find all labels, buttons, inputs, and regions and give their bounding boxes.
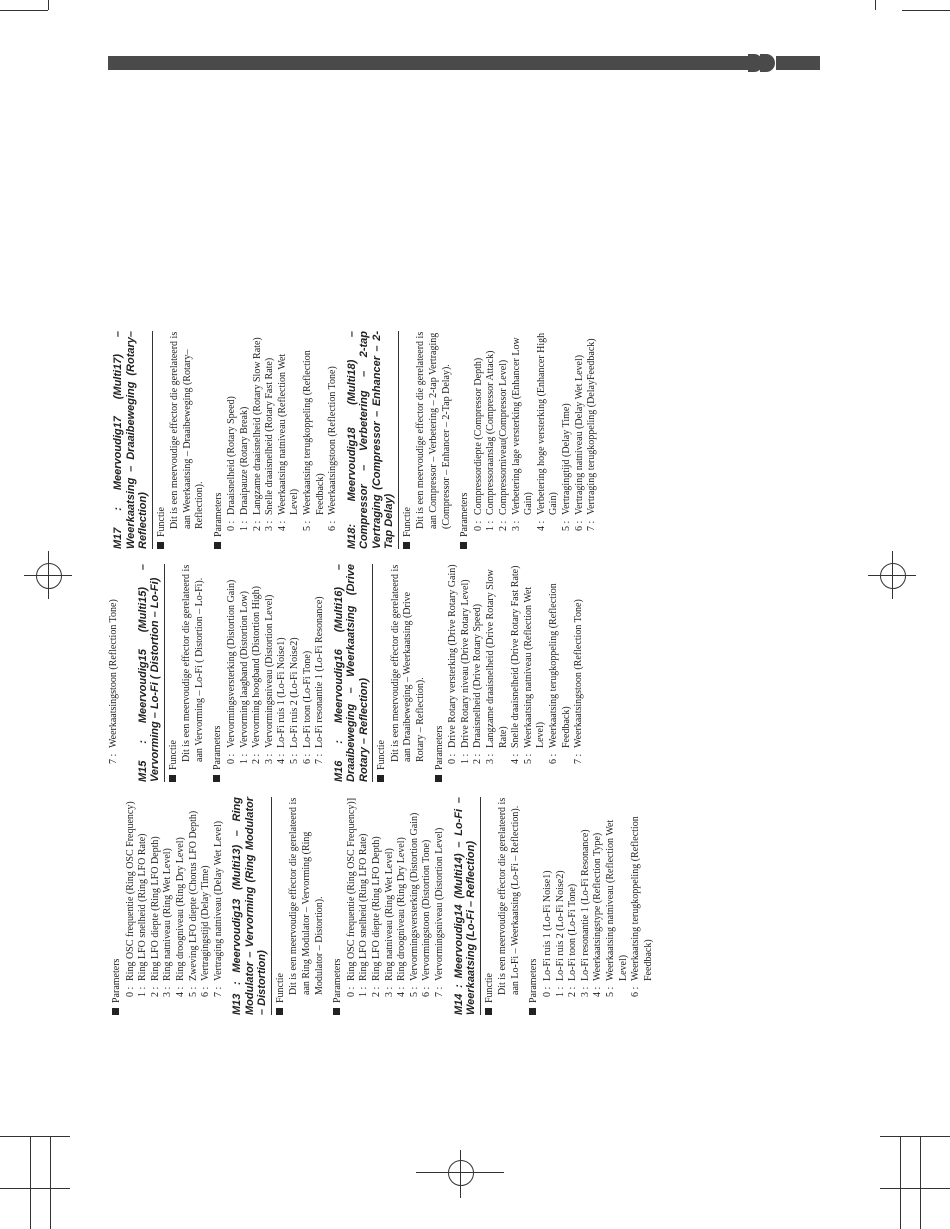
list-item: 4 : Lo-Fi ruis 1 (Lo-Fi Noise1) — [276, 637, 288, 764]
crop-mark — [0, 10, 48, 11]
list-item: 5 : Weerkaatsing terugkoppeling (Reflection Feedback) — [302, 350, 326, 531]
functie-heading: Functie — [402, 331, 415, 549]
list-item: 1 : Ring LFO snelheid (Ring LFO Rate) — [358, 833, 370, 997]
list-item: 0 : Draaisnelheid (Rotary Speed) — [226, 396, 238, 531]
crop-mark — [880, 1136, 950, 1137]
list-item: 7 : Vertraging terugkoppeling (DelayFeedback) — [586, 338, 598, 531]
list-item: 0 : Vervormingsversterking (Distortion Gain) — [225, 579, 237, 764]
list-item: 4 : Verbetering hoge versterking (Enhancer High Gain) — [535, 332, 560, 531]
header-tab-marker — [760, 54, 775, 72]
bullet-square-icon — [157, 542, 164, 549]
registration-mark-left — [36, 563, 62, 589]
bullet-square-icon — [169, 775, 176, 782]
parameters-heading: Parameters — [434, 564, 447, 782]
parameter-list — [346, 797, 447, 1015]
list-item: 2 : Compressorniveau(Compressor Level) — [497, 359, 509, 531]
list-item: 6 : Lo-Fi toon (Lo-Fi Tone) — [301, 650, 313, 764]
registration-mark-bottom — [460, 1150, 461, 1198]
functie-description: Dit is een meervoudige effector die gerelateerd is aan Compressor – Verbetering – 2-tap Vertraging (Compressor – Enhancer – 2-Tap Delay). — [415, 331, 452, 529]
parameter-list — [108, 564, 121, 782]
parameters-heading: Parameters — [212, 564, 225, 782]
list-item: 1 : Drive Rotary niveau (Drive Rotary Level) — [459, 579, 471, 764]
section-title-m18: M18: Meervoudig18 (Multi18) – Compressor – Verbetering – 2-tap Vertraging (Compressor – Enhancer – 2-Tap Delay) — [346, 331, 399, 549]
list-item: 1 : Lo-Fi ruis 2 (Lo-Fi Noise2) — [554, 870, 566, 997]
parameters-heading: Parameters — [528, 797, 541, 1015]
list-item: 2 : Vervorming hoogband (Distortion High) — [251, 586, 263, 764]
list-item: 7 : Vervormingsniveau (Distortion Level) — [433, 827, 445, 997]
bullet-square-icon — [403, 542, 410, 549]
list-item: 6 : Vertraging natniveau (Delay Wet Level) — [573, 354, 585, 531]
list-item: 6 : Vertragingstijd (Delay Time) — [200, 865, 212, 997]
list-item: 3 : Lo-Fi resonantie 1 (Lo-Fi Resonance) — [579, 829, 591, 997]
bullet-square-icon — [435, 775, 442, 782]
section-title-m15: M15 : Meervoudig15 (Multi15) – Vervorming – Lo-Fi ( Distortion – Lo-Fi) — [137, 564, 165, 782]
crop-mark — [880, 1188, 950, 1189]
bullet-square-icon — [460, 542, 467, 549]
functie-heading: Functie — [376, 564, 389, 782]
list-item: 5 : Vertragingtijd (Delay Time) — [560, 403, 572, 531]
list-item: 3 : Langzame draaisnelheid (Drive Rotary Slow Rate) — [484, 569, 509, 764]
list-item: 7 : Weerkaatsingstoon (Reflection Tone) — [108, 599, 119, 764]
parameter-list — [473, 331, 599, 549]
list-item: 2 : Lo-Fi toon (Lo-Fi Tone) — [567, 883, 579, 997]
list-item: 3 : Snelle draaisnelheid (Rotary Fast Rate) — [264, 357, 276, 531]
crop-mark — [48, 0, 49, 10]
section-title-m13: M13 : Meervoudig13 (Multi13) – Ring Modulator – Vervorming (Ring Modulator – Distortion) — [231, 797, 272, 1015]
spacer — [127, 564, 133, 782]
bullet-square-icon — [485, 1008, 492, 1015]
parameter-list — [125, 797, 226, 1015]
parameter-list — [226, 564, 327, 782]
list-item: 0 : Compressordiepte (Compressor Depth) — [472, 357, 484, 531]
registration-mark-left — [48, 551, 49, 599]
list-item: 4 : Weerkaatsing natniveau (Reflection Wet Level) — [276, 353, 301, 531]
list-item: 6 : Weerkaatsing terugkoppeling (Reflection Feedback) — [547, 583, 572, 764]
registration-mark-right — [892, 551, 893, 599]
bullet-square-icon — [333, 1008, 340, 1015]
list-item: 5 : Weerkaatsing natniveau (Reflection Wet Level) — [604, 819, 629, 997]
list-item: 0 : Ring OSC frequentie (Ring OSC Frequency) — [124, 801, 136, 997]
column-2 — [108, 564, 592, 782]
list-item: 4 : Ring droogniveau (Ring Dry Level) — [174, 837, 186, 997]
parameter-list — [447, 564, 586, 782]
list-item: 4 : Snelle draaisnelheid (Drive Rotary Fast Rate) — [510, 565, 522, 764]
list-item: 0 : Lo-Fi ruis 1 (Lo-Fi Noise1) — [541, 870, 553, 997]
list-item: 4 : Weerkaatsingstype (Reflection Type) — [592, 832, 604, 997]
header-bar-end — [776, 56, 820, 70]
crop-mark — [900, 1136, 901, 1229]
list-item: 2 : Langzame draaisnelheid (Rotary Slow Rate) — [251, 337, 263, 531]
functie-description: Dit is een meervoudige effector die gerelateerd is aan Weerkaatsing – Draaibeweging (Rotary–Reflection). — [169, 331, 206, 529]
functie-heading: Functie — [168, 564, 181, 782]
list-item: 4 : Ring droogniveau (Ring Dry Level) — [396, 837, 408, 997]
crop-mark — [50, 1136, 51, 1229]
list-item: 5 : Zweving LFO diepte (Chorus LFO Depth) — [187, 810, 199, 997]
list-item: 3 : Vervormingsniveau (Distortion Level) — [263, 594, 275, 764]
section-title-m17: M17 : Meervoudig17 (Multi17) – Weerkaatsing – Draaibeweging (Rotary–Reflection) — [112, 331, 153, 549]
functie-heading: Functie — [275, 797, 288, 1015]
parameters-heading: Parameters — [111, 797, 124, 1015]
column-1 — [108, 797, 661, 1015]
list-item: 3 : Ring natniveau (Ring Wet Level) — [162, 848, 174, 997]
rotated-page-content — [108, 85, 808, 1015]
functie-description: Dit is een meervoudige effector die gerelateerd is aan Vervorming – Lo-Fi ( Distortion – Lo-Fi). — [181, 564, 205, 762]
bullet-square-icon — [377, 775, 384, 782]
list-item: 3 : Ring natniveau (Ring Wet Level) — [383, 848, 395, 997]
parameters-heading: Parameters — [332, 797, 345, 1015]
list-item: 1 : Vervorming laagband (Distortion Low) — [238, 591, 250, 764]
header-bar — [108, 56, 748, 70]
functie-heading: Functie — [484, 797, 497, 1015]
list-item: 3 : Verbetering lage versterking (Enhancer Low Gain) — [510, 337, 535, 531]
list-item: 7 : Lo-Fi resonantie 1 (Lo-Fi Resonance) — [314, 596, 326, 764]
bullet-square-icon — [214, 542, 221, 549]
crop-mark — [0, 1136, 70, 1137]
bullet-square-icon — [276, 1008, 283, 1015]
list-item: 2 : Draaisnelheid (Drive Rotary Speed) — [472, 603, 484, 764]
parameter-list — [542, 797, 655, 1015]
crop-mark — [0, 1188, 70, 1189]
registration-mark-right — [880, 563, 906, 589]
list-item: 5 : Lo-Fi ruis 2 (Lo-Fi Noise2) — [288, 637, 300, 764]
bullet-square-icon — [529, 1008, 536, 1015]
functie-heading: Functie — [156, 331, 169, 549]
parameters-heading: Parameters — [213, 331, 226, 549]
crop-mark — [30, 1136, 31, 1229]
registration-mark-bottom — [448, 1160, 474, 1186]
crop-mark — [875, 0, 876, 10]
column-3 — [108, 331, 605, 549]
list-item: 1 : Draaipauze (Rotary Break) — [239, 406, 251, 531]
crop-mark — [920, 1136, 921, 1229]
list-item: 6 : Weerkaatsing terugkoppeling (Reflection Feedback) — [630, 816, 654, 997]
list-item: 2 : Ring LFO diepte (Ring LFO Depth) — [149, 836, 161, 997]
crop-mark — [902, 10, 950, 11]
list-item: 6 : Weerkaatsingstoon (Reflection Tone) — [327, 366, 339, 531]
functie-description: Dit is een meervoudige effector die gerelateerd is aan Lo-Fi – Weerkaatsing (Lo-Fi – Reflection). — [497, 797, 521, 995]
list-item: 5 : Weerkaatsing natniveau (Reflection Wet Level) — [522, 586, 547, 764]
list-item: 7 : Vertraging natniveau (Delay Wet Level) — [212, 820, 224, 997]
list-item: 1 : Ring LFO snelheid (Ring LFO Rate) — [137, 833, 149, 997]
functie-description: Dit is een meervoudige effector die gerelateerd is aan Draaibeweging – Weerkaatsing (Drive Rotary – Reflection). — [389, 564, 426, 762]
list-item: 0 : Drive Rotary versterking (Drive Rotary Gain) — [447, 564, 459, 764]
bullet-square-icon — [213, 775, 220, 782]
bullet-square-icon — [112, 1008, 119, 1015]
list-item: 6 : Vervormingstoon (Distortion Tone) — [421, 839, 433, 997]
list-item: 5 : Vervormingsversterking (Distortion Gain) — [408, 812, 420, 997]
section-title-m16: M16 : Meervoudig16 (Multi16) – Draaibeweging – Weerkaatsing (Drive Rotary – Reflection) — [333, 564, 374, 782]
list-item: 0 : Ring OSC frequentie (Ring OSC Frequency)] — [345, 797, 357, 997]
parameters-heading: Parameters — [459, 331, 472, 549]
list-item: 1 : Compressoraanslag (Compressor Attack) — [485, 350, 497, 531]
functie-description: Dit is een meervoudige effector die gerelateerd is aan Ring Modulator – Vervorming (Ring Modulator – Distortion). — [288, 797, 325, 995]
parameter-list — [226, 331, 339, 549]
list-item: 7 : Weerkaatsingstoon (Reflection Tone) — [573, 599, 585, 764]
list-item: 2 : Ring LFO diepte (Ring LFO Depth) — [371, 836, 382, 997]
section-title-m14: M14 : Meervoudig14 (Multi14) – Lo-Fi – Weerkaatsing (Lo-Fi – Reflection) — [453, 797, 481, 1015]
